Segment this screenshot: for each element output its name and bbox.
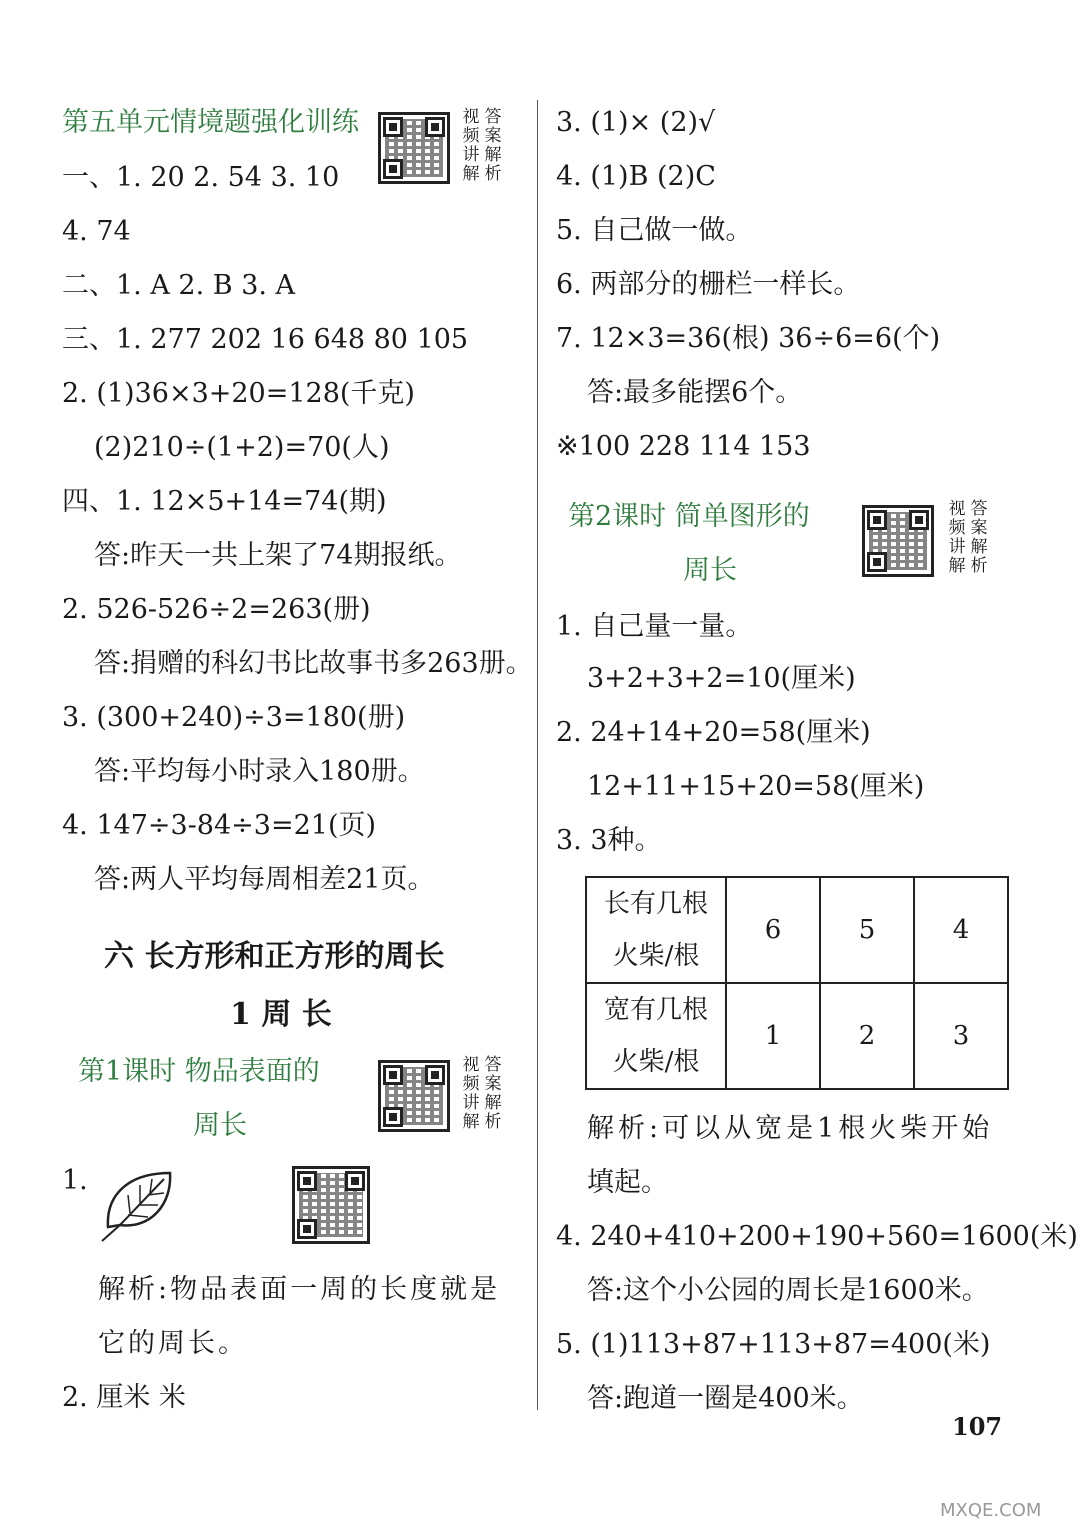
matchstick-table xyxy=(585,876,1009,1090)
answer-line: 2. 24+14+20=58(厘米) xyxy=(556,717,871,748)
lesson-title-cont: 周长 xyxy=(683,555,737,586)
answer-line: 2. (1)36×3+20=128(千克) xyxy=(62,378,415,409)
answer-line: 2. 526-526÷2=263(册) xyxy=(62,594,371,625)
table-row-header: 长有几根 火柴/根 xyxy=(586,877,726,983)
page-number: 107 xyxy=(952,1412,1003,1441)
video-answer-label-3: 视 答 频 案 讲 解 解 析 xyxy=(948,499,988,576)
answer-line: 3. (1)× (2)√ xyxy=(556,107,716,138)
analysis-line: 解析:可以从宽是1根火柴开始 xyxy=(587,1113,994,1144)
analysis-line: 解析:物品表面一周的长度就是 xyxy=(98,1274,501,1305)
answer-line: 答:两人平均每周相差21页。 xyxy=(94,864,435,895)
table-cell: 4 xyxy=(914,877,1008,983)
table-cell: 2 xyxy=(820,983,914,1089)
answer-line: 6. 两部分的栅栏一样长。 xyxy=(556,269,861,300)
table-cell: 3 xyxy=(914,983,1008,1089)
answer-line: 12+11+15+20=58(厘米) xyxy=(587,771,925,802)
answer-line: 1. 自己量一量。 xyxy=(556,611,753,642)
table-cell: 6 xyxy=(726,877,820,983)
answer-line: 4. (1)B (2)C xyxy=(556,161,716,192)
unit-title: 第五单元情境题强化训练 xyxy=(62,107,359,138)
answer-line: 3. 3种。 xyxy=(556,825,662,856)
lesson-title: 第2课时 简单图形的 xyxy=(568,501,810,532)
answer-line: 7. 12×3=36(根) 36÷6=6(个) xyxy=(556,323,941,354)
qr-code-4[interactable] xyxy=(862,505,934,577)
answer-line: 2. 厘米 米 xyxy=(62,1382,186,1413)
column-divider xyxy=(537,100,538,1410)
answer-line: 答:跑道一圈是400米。 xyxy=(587,1383,864,1414)
lesson-title-cont: 周长 xyxy=(193,1110,247,1141)
answer-line: 4. 74 xyxy=(62,216,131,247)
answer-line: 5. (1)113+87+113+87=400(米) xyxy=(556,1329,991,1360)
answer-line: 答:平均每小时录入180册。 xyxy=(94,756,425,787)
answer-line: ※100 228 114 153 xyxy=(556,431,811,462)
table-row-header: 宽有几根 火柴/根 xyxy=(586,983,726,1089)
chapter-title: 六 长方形和正方形的周长 xyxy=(104,939,445,974)
analysis-line: 它的周长。 xyxy=(98,1328,248,1359)
question-number: 1. xyxy=(62,1165,88,1196)
answer-line: 4. 147÷3-84÷3=21(页) xyxy=(62,810,377,841)
answer-line: 答:昨天一共上架了74期报纸。 xyxy=(94,540,462,571)
table-cell: 1 xyxy=(726,983,820,1089)
answer-line: 一、1. 20 2. 54 3. 10 xyxy=(62,162,340,193)
qr-code-2[interactable] xyxy=(378,1060,450,1132)
answer-line: 三、1. 277 202 16 648 80 105 xyxy=(62,324,469,355)
answer-line: 答:这个小公园的周长是1600米。 xyxy=(587,1275,989,1306)
answer-line: 答:最多能摆6个。 xyxy=(587,377,803,408)
qr-code-1[interactable] xyxy=(378,112,450,184)
answer-line: 答:捐赠的科幻书比故事书多263册。 xyxy=(94,648,533,679)
lesson-title: 第1课时 物品表面的 xyxy=(78,1056,320,1087)
table-cell: 5 xyxy=(820,877,914,983)
video-answer-label-1: 视 答 频 案 讲 解 解 析 xyxy=(462,107,502,184)
answer-line: (2)210÷(1+2)=70(人) xyxy=(94,432,390,463)
answer-line: 3. (300+240)÷3=180(册) xyxy=(62,702,406,733)
answer-line: 5. 自己做一做。 xyxy=(556,215,753,246)
answer-line: 二、1. A 2. B 3. A xyxy=(62,270,296,301)
leaf-illustration xyxy=(98,1165,178,1245)
answer-line: 3+2+3+2=10(厘米) xyxy=(587,663,856,694)
section-title: 1 周 长 xyxy=(230,997,332,1032)
answer-line: 四、1. 12×5+14=74(期) xyxy=(62,486,387,517)
qr-code-3[interactable] xyxy=(292,1166,370,1244)
video-answer-label-2: 视 答 频 案 讲 解 解 析 xyxy=(462,1055,502,1132)
analysis-line: 填起。 xyxy=(587,1167,668,1198)
answer-line: 4. 240+410+200+190+560=1600(米) xyxy=(556,1221,1078,1252)
watermark: MXQE.COM xyxy=(940,1500,1042,1521)
